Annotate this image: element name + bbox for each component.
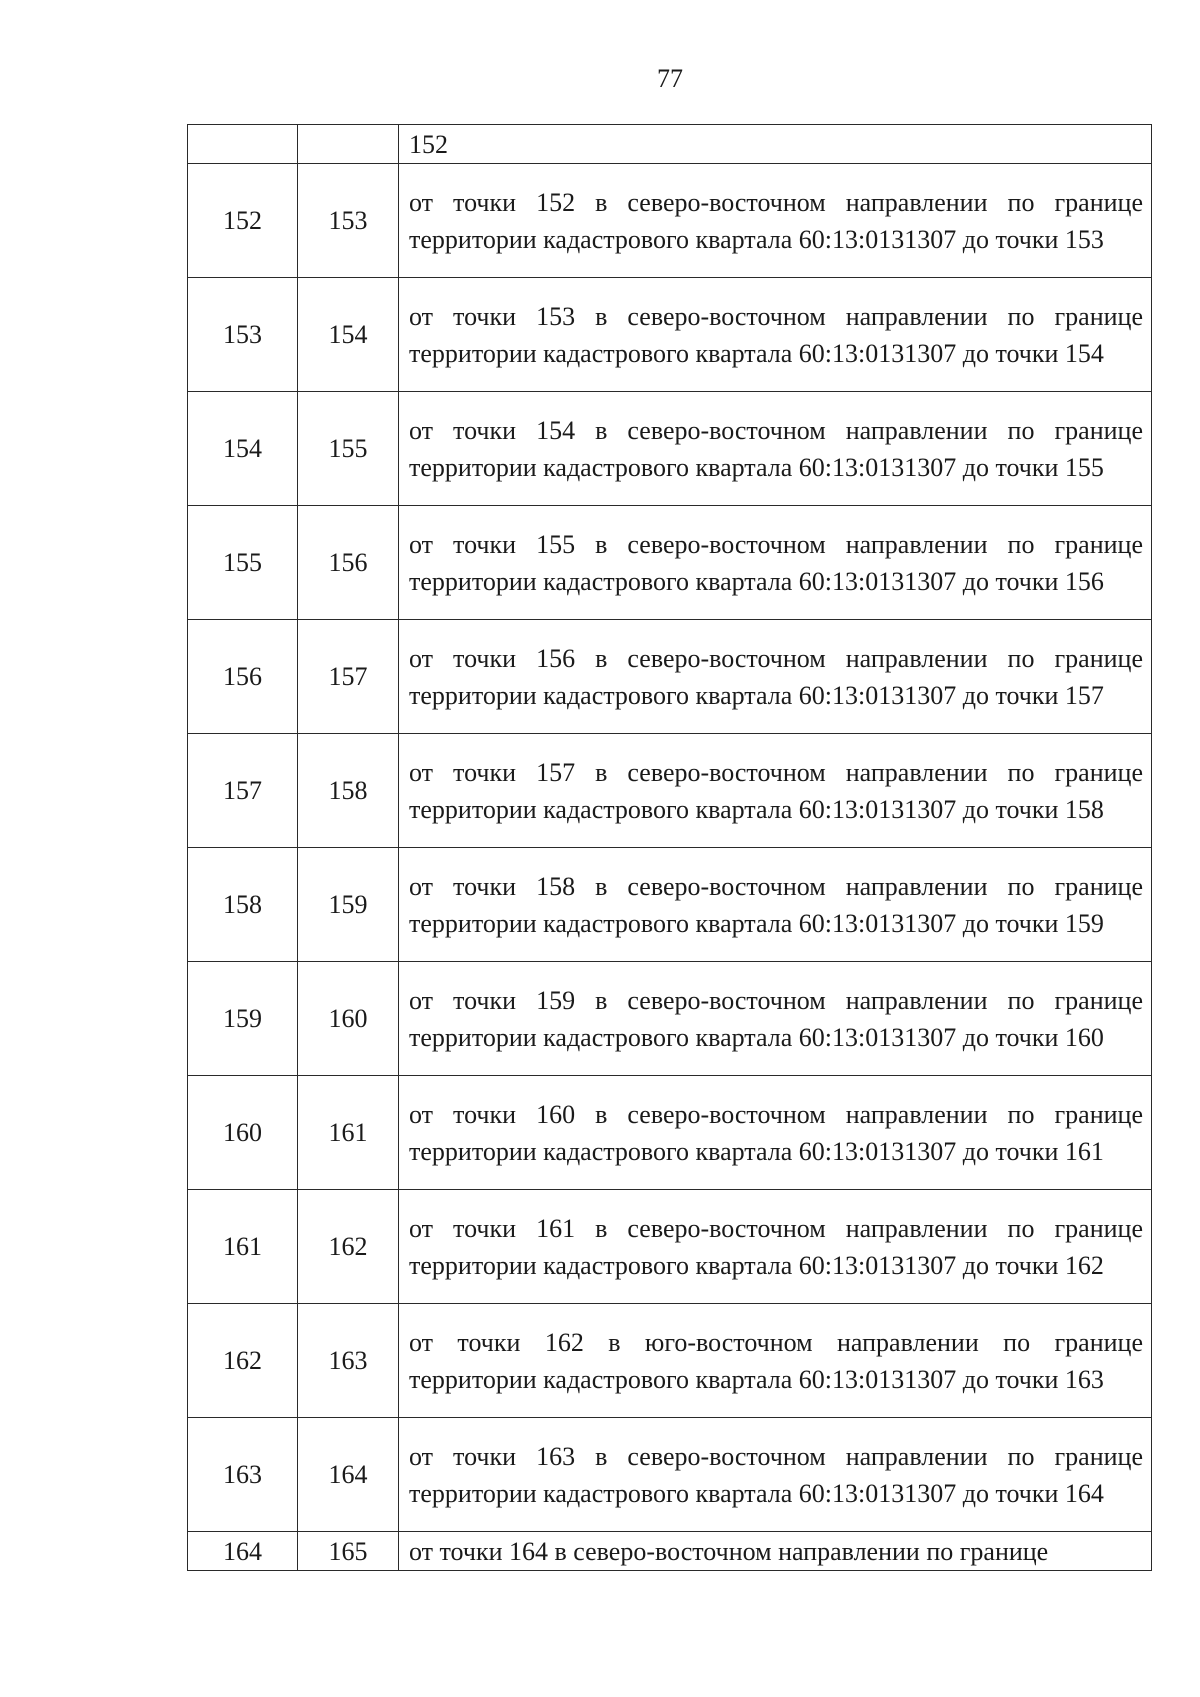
- cell-to-point: 163: [298, 1304, 399, 1418]
- cell-to-point: 165: [298, 1532, 399, 1571]
- cell-from-point: 164: [188, 1532, 298, 1571]
- cell-description: от точки 161 в северо-восточном направлении по границе территории кадастрового квартала 60:13:0131307 до точки 162: [399, 1190, 1152, 1304]
- table-row: [188, 848, 1152, 962]
- table-row: [188, 278, 1152, 392]
- cell-to-point: 153: [298, 164, 399, 278]
- cell-description: от точки 153 в северо-восточном направлении по границе территории кадастрового квартала 60:13:0131307 до точки 154: [399, 278, 1152, 392]
- cell-from-point: 156: [188, 620, 298, 734]
- table-row: [188, 962, 1152, 1076]
- table-row-continuation: [188, 125, 1152, 164]
- cell-to-point: [298, 125, 399, 164]
- cell-to-point: 164: [298, 1418, 399, 1532]
- table-row: [188, 620, 1152, 734]
- cell-from-point: 159: [188, 962, 298, 1076]
- cell-description: от точки 158 в северо-восточном направлении по границе территории кадастрового квартала 60:13:0131307 до точки 159: [399, 848, 1152, 962]
- cell-from-point: 161: [188, 1190, 298, 1304]
- cell-from-point: 157: [188, 734, 298, 848]
- cell-from-point: 153: [188, 278, 298, 392]
- table-row: [188, 392, 1152, 506]
- cell-from-point: 158: [188, 848, 298, 962]
- cell-description: от точки 162 в юго-восточном направлении по границе территории кадастрового квартала 60:13:0131307 до точки 163: [399, 1304, 1152, 1418]
- cell-description: от точки 157 в северо-восточном направлении по границе территории кадастрового квартала 60:13:0131307 до точки 158: [399, 734, 1152, 848]
- cell-to-point: 160: [298, 962, 399, 1076]
- cell-from-point: 163: [188, 1418, 298, 1532]
- cell-description: от точки 155 в северо-восточном направлении по границе территории кадастрового квартала 60:13:0131307 до точки 156: [399, 506, 1152, 620]
- cell-description: от точки 154 в северо-восточном направлении по границе территории кадастрового квартала 60:13:0131307 до точки 155: [399, 392, 1152, 506]
- cell-description: от точки 160 в северо-восточном направлении по границе территории кадастрового квартала 60:13:0131307 до точки 161: [399, 1076, 1152, 1190]
- page-number: 77: [657, 64, 683, 93]
- boundary-description-table: [187, 124, 1152, 1571]
- cell-to-point: 157: [298, 620, 399, 734]
- table-body: [188, 125, 1152, 1571]
- cell-description: от точки 159 в северо-восточном направлении по границе территории кадастрового квартала 60:13:0131307 до точки 160: [399, 962, 1152, 1076]
- cell-description: от точки 163 в северо-восточном направлении по границе территории кадастрового квартала 60:13:0131307 до точки 164: [399, 1418, 1152, 1532]
- cell-from-point: [188, 125, 298, 164]
- table-row: [188, 1418, 1152, 1532]
- cell-from-point: 162: [188, 1304, 298, 1418]
- table-row-last: [188, 1532, 1152, 1571]
- cell-description: от точки 156 в северо-восточном направлении по границе территории кадастрового квартала 60:13:0131307 до точки 157: [399, 620, 1152, 734]
- cell-to-point: 156: [298, 506, 399, 620]
- cell-from-point: 160: [188, 1076, 298, 1190]
- table-row: [188, 164, 1152, 278]
- table-row: [188, 1304, 1152, 1418]
- cell-to-point: 162: [298, 1190, 399, 1304]
- cell-to-point: 155: [298, 392, 399, 506]
- table-row: [188, 1076, 1152, 1190]
- cell-description: 152: [399, 125, 1152, 164]
- cell-to-point: 158: [298, 734, 399, 848]
- cell-to-point: 154: [298, 278, 399, 392]
- table-row: [188, 506, 1152, 620]
- cell-description: от точки 164 в северо-восточном направлении по границе: [399, 1532, 1152, 1571]
- table-row: [188, 734, 1152, 848]
- table-row: [188, 1190, 1152, 1304]
- cell-to-point: 159: [298, 848, 399, 962]
- cell-from-point: 154: [188, 392, 298, 506]
- cell-to-point: 161: [298, 1076, 399, 1190]
- cell-description: от точки 152 в северо-восточном направлении по границе территории кадастрового квартала 60:13:0131307 до точки 153: [399, 164, 1152, 278]
- cell-from-point: 155: [188, 506, 298, 620]
- cell-from-point: 152: [188, 164, 298, 278]
